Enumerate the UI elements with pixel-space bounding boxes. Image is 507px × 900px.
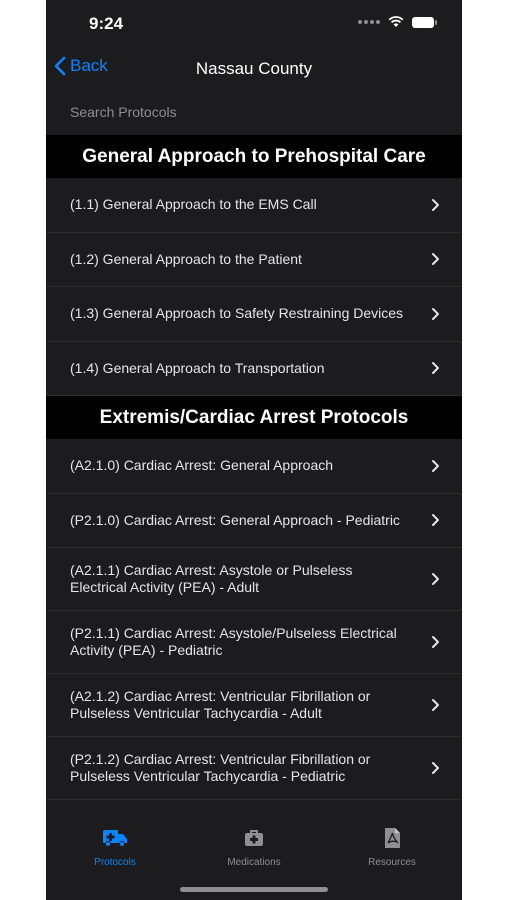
tab-resources[interactable] <box>342 825 442 868</box>
list-item-label: (1.3) General Approach to Safety Restraining Devices <box>70 305 404 322</box>
search-input[interactable]: Search Protocols <box>70 104 177 120</box>
list-item-label: (A2.1.1) Cardiac Arrest: Asystole or Pulseless Electrical Activity (PEA) - Adult <box>70 562 353 595</box>
chevron-right-icon <box>431 635 440 649</box>
chevron-right-icon <box>431 572 440 586</box>
ambulance-icon <box>102 829 128 847</box>
chevron-right-icon <box>431 513 440 527</box>
nav-bar <box>46 48 462 90</box>
phone-screen <box>46 0 462 900</box>
list-item-label: (P2.1.2) Cardiac Arrest: Ventricular Fibrillation or Pulseless Ventricular Tachycardia - Pediatric <box>70 751 371 784</box>
list-item[interactable] <box>46 233 462 288</box>
list-item-label: (P2.1.0) Cardiac Arrest: General Approach - Pediatric <box>70 511 400 528</box>
list-item[interactable] <box>46 737 462 800</box>
protocol-list <box>46 135 462 800</box>
tab-medications-label: Medications <box>227 857 281 868</box>
chevron-right-icon <box>431 307 440 321</box>
list-item-label: (1.1) General Approach to the EMS Call <box>70 196 317 213</box>
pdf-document-icon <box>383 827 401 849</box>
battery-icon <box>412 17 434 28</box>
list-item[interactable] <box>46 287 462 342</box>
section-header: General Approach to Prehospital Care <box>46 135 462 178</box>
list-item[interactable] <box>46 494 462 549</box>
tab-medications[interactable] <box>204 825 304 868</box>
status-time: 9:24 <box>89 14 124 33</box>
status-bar <box>46 0 462 48</box>
list-item[interactable] <box>46 548 462 611</box>
list-item[interactable] <box>46 439 462 494</box>
chevron-right-icon <box>431 761 440 775</box>
list-item-label: (A2.1.2) Cardiac Arrest: Ventricular Fibrillation or Pulseless Ventricular Tachycardia - Adult <box>70 688 371 721</box>
tab-protocols-label: Protocols <box>94 857 136 868</box>
wifi-icon <box>388 16 404 28</box>
list-item[interactable] <box>46 342 462 397</box>
signal-icon <box>358 20 380 24</box>
tab-resources-label: Resources <box>368 857 416 868</box>
section-header: Extremis/Cardiac Arrest Protocols <box>46 396 462 439</box>
list-item-label: (A2.1.0) Cardiac Arrest: General Approach <box>70 457 334 474</box>
page-title: Nassau County <box>195 59 313 78</box>
medical-kit-icon <box>244 829 264 847</box>
tab-bar <box>46 815 462 900</box>
chevron-right-icon <box>431 361 440 375</box>
home-indicator <box>180 887 328 892</box>
list-item-label: (P2.1.1) Cardiac Arrest: Asystole/Pulseless Electrical Activity (PEA) - Pediatric <box>70 625 397 658</box>
list-item[interactable] <box>46 611 462 674</box>
list-item-label: (1.4) General Approach to Transportation <box>70 359 325 376</box>
list-item-label: (1.2) General Approach to the Patient <box>70 250 302 267</box>
list-item[interactable] <box>46 674 462 737</box>
tab-protocols[interactable] <box>65 825 165 868</box>
chevron-right-icon <box>431 252 440 266</box>
chevron-right-icon <box>431 698 440 712</box>
back-label: Back <box>70 56 108 75</box>
status-icons <box>358 16 434 28</box>
chevron-right-icon <box>431 459 440 473</box>
chevron-right-icon <box>431 198 440 212</box>
list-item[interactable] <box>46 178 462 233</box>
